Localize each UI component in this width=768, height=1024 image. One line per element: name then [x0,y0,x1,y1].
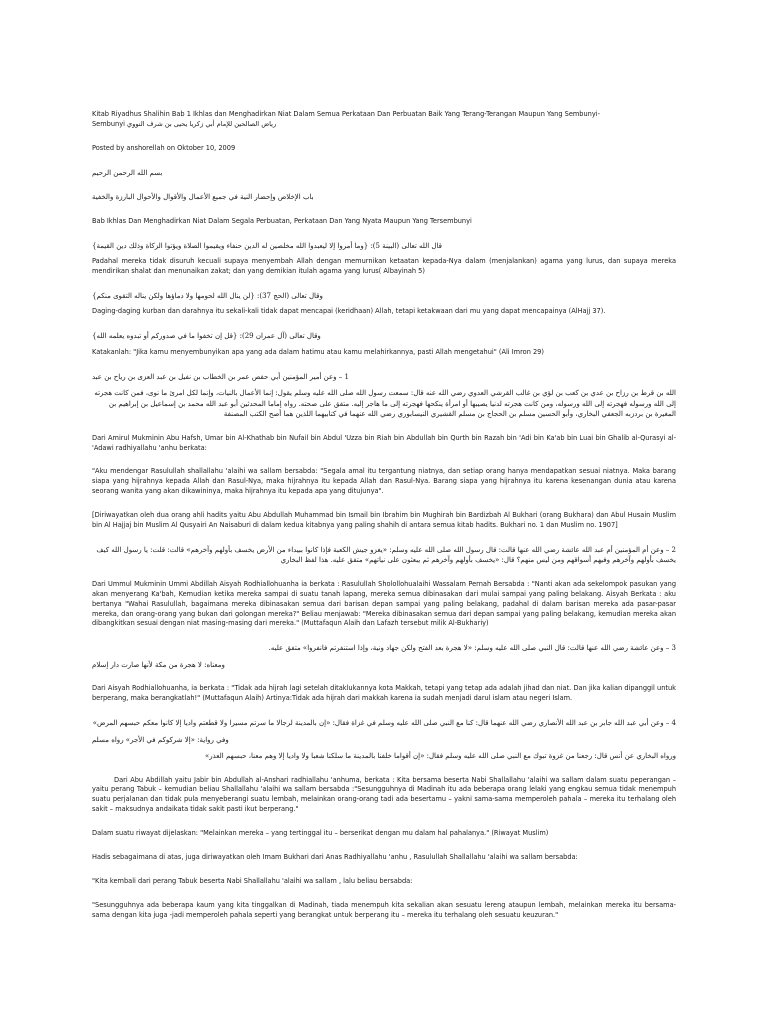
hadith-1-translation: "Aku mendengar Rasulullah shallallahu 'alaihi wa sallam bersabda: "Segala amal itu tergantung niatnya, dan setiap orang hanya mendapatkan sesuai niatnya. Maka barang siapa yang hijrahnya kepada Allah dan Rasul-Nya, maka hijrahnya itu kepada Allah dan Rasul-Nya. Barang siapa yang hijrahnya itu karena kesenangan dunia atau karena seorang wanita yang akan dikawininya, maka hijrahnya itu kepada apa yang ditujunya". [92,467,676,496]
basmalah: بسم الله الرحمن الرحيم [92,168,163,177]
hadith-3-arabic: 3 – وعن عائشة رضي الله عنها قالت: قال النبي صلى الله عليه وسلم: «لا هجرة بعد الفتح ولكن جهاد ونية، وإذا استنفرتم فانفروا» متفق عليه. [268,644,676,653]
ayat-1-arabic: قال الله تعالى (البينة 5): {وما أمروا إلا ليعبدوا الله مخلصين له الدين حنفاء ويقيموا الصلاة ويؤتوا الزكاة وذلك دين القيمة} [92,241,442,250]
ayat-2-translation: Daging-daging kurban dan darahnya itu sekali-kali tidak dapat mencapai (keridhaan) Allah, tetapi ketakwaan dari mu yang dapat mencapainya (AlHajj 37). [92,307,606,316]
hadith-1-arabic: الله بن قرط بن رزاح بن عدي بن كعب بن لؤي بن غالب القرشي العدوي رضي الله عنه قال: سمعت رسول الله صلى الله عليه وسلم يقول: إنما الأعمال بالنيات، وإنما لكل امرئ ما نوى، فمن كانت هجرته إلى الله ورسوله فهجرته إلى الله ورسوله، ومن كانت هجرته لدنيا يصيبها أو امرأة ينكحها فهجرته إلى ما هاجر إليه. متفق على صحته. رواه إماما المحدثين أبو عبد الله محمد بن إسماعيل بن إبراهيم بن المغيرة بن بردزبه الجعفي البخاري، وأبو الحسين مسلم بن الحجاج بن مسلم القشيري النيسابوري رضي الله عنهما في كتابيهما اللذين هما أصح الكتب المصنفة [94,389,676,419]
hadith-4-arabic: 4 – وعن أبي عبد الله جابر بن عبد الله الأنصاري رضي الله عنهما قال: كنا مع النبي صلى الله عليه وسلم في غزاة فقال: «إن بالمدينة لرجالا ما سرتم مسيرا ولا قطعتم واديا إلا كانوا معكم حبسهم المرض» [92,719,676,728]
hadith-4-arabic-bukhari: ورواه البخاري عن أنس قال: رجعنا من غزوة تبوك مع النبي صلى الله عليه وسلم فقال: «إن أقواما خلفنا بالمدينة ما سلكنا شعبا ولا واديا إلا وهم معنا، حبسهم العذر» [204,752,676,761]
hadith-4-kita: "Kita kembali dari perang Tabuk beserta Nabi Shallallahu 'alaihi wa sallam , lalu beliau bersabda: [92,876,413,885]
hadith-4-last: "Sesungguhnya ada beberapa kaum yang kita tinggalkan di Madinah, tiada menempuh kita sekalian akan sesuatu lereng ataupun lembah, melainkan mereka itu bersama-sama dengan kita juga -jadi memperoleh pahala seperti yang berangkat untuk berperang itu – mereka itu terhalang oleh sesuatu keuzuran." [92,900,676,919]
document-body [92,110,676,931]
hadith-4-riwayat: Dalam suatu riwayat dijelaskan: "Melainkan mereka – yang tertinggal itu – berserikat dengan mu dalam hal pahalanya." (Riwayat Muslim) [92,829,549,838]
title-line-2: Sembunyi رياض الصالحين للإمام أبي زكريا يحيى بن شرف النووي [92,119,277,128]
ayat-3-translation: Katakanlah: "Jika kamu menyembunyikan apa yang ada dalam hatimu atau kamu melahirkannya, pasti Allah mengetahui" (Ali Imron 29) [92,347,544,356]
hadith-4-translation: Dari Abu Abdillah yaitu Jabir bin Abdullah al-Anshari radhiallahu 'anhuma, berkata : Kita bersama beserta Nabi Shallallahu 'alaihi wa sallam dalam suatu peperangan – yaitu perang Tabuk – kemudian beliau Shallallahu 'alaihi wa sallam bersabda :"Sesungguhnya di Madinah itu ada beberapa orang lelaki yang engkau semua tidak menempuh suatu perjalanan dan tidak pula menyeberangi suatu lembah, melainkan orang-orang tadi ada besertamu – yakni sama-sama memperoleh pahala – mereka itu terhalang oleh sakit – maksudnya andaikata tidak sakit pasti ikut berperang." [92,775,676,814]
hadith-1-heading: 1 – وعن أمير المؤمنين أبي حفص عمر بن الخطاب بن نفيل بن عبد العزى بن رياح بن عبد [92,372,349,381]
hadith-4-arabic-riwayat: وفي رواية: «إلا شركوكم في الأجر» رواه مسلم [92,735,229,744]
ayat-1-translation: Padahal mereka tidak disuruh kecuali supaya menyembah Allah dengan memurnikan ketaatan kepada-Nya dalam (menjalankan) agama yang lurus, dan supaya mereka mendirikan shalat dan menunaikan zakat; dan yang demikian itulah agama yang lurus( Albayinah 5) [92,257,676,275]
ayat-2-arabic: وقال تعالى (الحج 37): {لن ينال الله لحومها ولا دماؤها ولكن يناله التقوى منكم} [92,291,323,300]
document-title [92,110,676,130]
bab-arabic: باب الإخلاص وإحضار النية في جميع الأعمال والأقوال والأحوال البارزة والخفية [92,193,314,202]
hadith-4-anas: Hadis sebagaimana di atas, juga diriwayatkan oleh Imam Bukhari dari Anas Radhiyallahu 'anhu , Rasulullah Shallallahu 'alaihi wa sallam bersabda: [92,853,578,862]
hadith-1-narrator: Dari Amirul Mukminin Abu Hafsh, Umar bin Al-Khathab bin Nufail bin Abdul 'Uzza bin Riah bin Abdullah bin Qurth bin Razah bin 'Adi bin Ka'ab bin Luai bin Ghalib al-Qurasyi al-'Adawi radhiyallahu 'anhu berkata: [92,433,676,452]
hadith-2-translation: Dari Ummul Mukminin Ummi Abdillah Aisyah Rodhiallohuanha ia berkata : Rasulullah Sholollohualaihi Wassalam Pernah Bersabda : "Nanti akan ada sekelompok pasukan yang akan menyerang Ka'bah, Kemudian ketika mereka sampai di suatu tanah lapang, mereka semua dibinasakan dari mulai sampai yang paling belakang. Aisyah Berkata : aku bertanya "Wahai Rasulullah, bagaimana mereka dibinasakan semua dari barisan depan sampai yang paling belakang, padahal di dalam barisan mereka ada pasar-pasar mereka, dan orang-orang yang bukan dari golongan mereka?" Beliau menjawab: "Mereka dibinasakan semua dari depan sampai yang paling belakang, kemudian mereka akan dibangkitkan sesuai dengan niat masing-masing dari mereka." (Muttafaqun Alaih dan Lafazh tersebut milik Al-Bukhariy) [92,579,676,628]
hadith-2-arabic: 2 – وعن أم المؤمنين أم عبد الله عائشة رضي الله عنها قالت: قال رسول الله صلى الله عليه وسلم: «يغزو جيش الكعبة فإذا كانوا ببيداء من الأرض يخسف بأولهم وآخرهم» قالت: قلت: يا رسول الله كيف يخسف بأولهم وآخرهم وفيهم أسواقهم ومن ليس منهم؟ قال: «يخسف بأولهم وآخرهم ثم يبعثون على نياتهم» متفق عليه. هذا لفظ البخاري [96,545,676,565]
ayat-3-arabic: وقال تعالى (آل عمران 29): {قل إن تخفوا ما في صدوركم أو تبدوه يعلمه الله} [92,332,321,341]
hadith-1-source: [Diriwayatkan oleh dua orang ahli hadits yaitu Abu Abdullah Muhammad bin Ismail bin Ibrahim bin Mughirah bin Bardizbah Al Bukhari (orang Bukhara) dan Abul Husain Muslim bin Al Hajjaj bin Muslim Al Qusyairi An Naisaburi di dalam kedua kitabnya yang paling shahih di antara semua kitab hadits. Bukhari no. 1 dan Muslim no. 1907] [92,511,676,529]
bab-indonesian: Bab Ikhlas Dan Menghadirkan Niat Dalam Segala Perbuatan, Perkataan Dan Yang Nyata Maupun Yang Tersembunyi [92,216,472,225]
hadith-3-arabic-note: ومعناه: لا هجرة من مكة لأنها صارت دار إسلام [92,660,225,669]
title-line-1: Kitab Riyadhus Shalihin Bab 1 Ikhlas dan Menghadirkan Niat Dalam Semua Perkataan Dan Perbuatan Baik Yang Terang-Terangan Maupun Yang Sembunyi- [92,110,600,118]
posted-by-line: Posted by anshorellah on Oktober 10, 2009 [92,143,236,152]
hadith-3-translation: Dari Aisyah Rodhiallohuanha, ia berkata : "Tidak ada hijrah lagi setelah ditaklukannya kota Makkah, tetapi yang tetap ada adalah jihad dan niat. Dan jika kalian dipanggil untuk berperang, maka berangkatlah!" (Muttafaqun Alaih) Artinya:Tidak ada hijrah dari makkah karena ia sudah menjadi darul islam atau negeri Islam. [92,684,676,703]
